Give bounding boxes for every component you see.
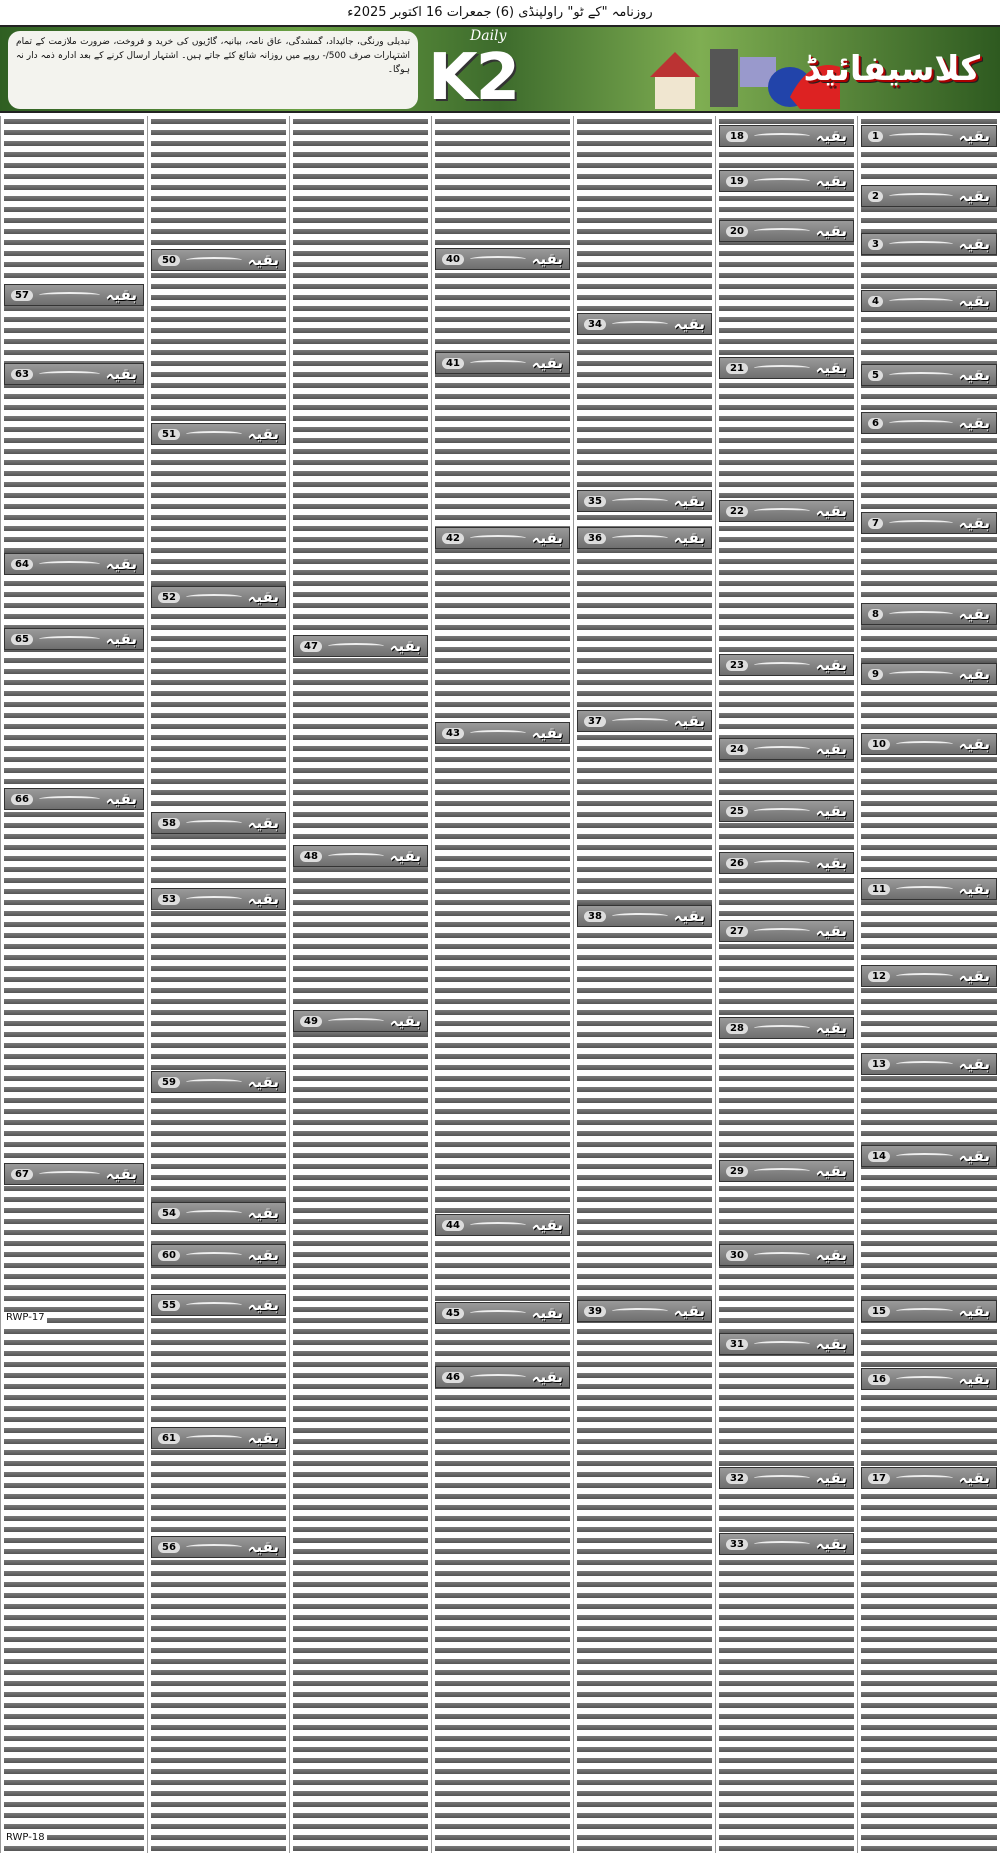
section-label: بقیہ: [958, 1469, 990, 1487]
continuation-header: [4, 553, 144, 575]
section-number: 34: [584, 319, 606, 330]
section-label: بقیہ: [247, 1429, 279, 1447]
daily-logo-text: Daily: [470, 28, 507, 44]
swoosh-icon: [889, 133, 953, 139]
newspaper-columns: [0, 116, 1000, 1853]
section-label: بقیہ: [815, 854, 847, 872]
section-label: بقیہ: [958, 967, 990, 985]
section-label: بقیہ: [958, 187, 990, 205]
section-label: بقیہ: [105, 286, 137, 304]
section-number: 65: [11, 634, 33, 645]
section-label: بقیہ: [531, 724, 563, 742]
section-label: بقیہ: [958, 735, 990, 753]
column: [0, 116, 147, 1853]
section-number: 28: [726, 1023, 748, 1034]
section-number: 27: [726, 926, 748, 937]
section-label: بقیہ: [815, 656, 847, 674]
continuation-header: [861, 512, 997, 534]
swoosh-icon: [186, 257, 242, 263]
continuation-header: [861, 1300, 997, 1322]
swoosh-icon: [754, 1025, 810, 1031]
swoosh-icon: [470, 1374, 526, 1380]
section-number: 56: [158, 1542, 180, 1553]
continuation-header: [861, 233, 997, 255]
section-number: 63: [11, 369, 33, 380]
section-label: بقیہ: [815, 127, 847, 145]
continuation-header: [861, 1053, 997, 1075]
continuation-header: [577, 313, 712, 335]
swoosh-icon: [186, 820, 242, 826]
swoosh-icon: [470, 730, 526, 736]
swoosh-icon: [754, 662, 810, 668]
section-number: 64: [11, 559, 33, 570]
swoosh-icon: [896, 741, 953, 747]
swoosh-icon: [612, 1308, 668, 1314]
column: [431, 116, 573, 1853]
section-label: بقیہ: [958, 414, 990, 432]
swoosh-icon: [612, 498, 668, 504]
section-number: 18: [726, 131, 748, 142]
continuation-header: [719, 357, 854, 379]
continuation-header: [861, 1467, 997, 1489]
swoosh-icon: [889, 372, 953, 378]
continuation-header: [719, 220, 854, 242]
continuation-header: [151, 1536, 286, 1558]
section-number: 23: [726, 660, 748, 671]
swoosh-icon: [754, 228, 810, 234]
swoosh-icon: [754, 178, 810, 184]
swoosh-icon: [754, 365, 810, 371]
continuation-header: [861, 1145, 997, 1167]
column: [715, 116, 857, 1853]
swoosh-icon: [896, 886, 953, 892]
section-label: بقیہ: [531, 354, 563, 372]
continuation-header: [151, 1071, 286, 1093]
section-label: بقیہ: [247, 890, 279, 908]
section-label: بقیہ: [105, 365, 137, 383]
column: [147, 116, 289, 1853]
continuation-header: [577, 1300, 712, 1322]
section-label: بقیہ: [673, 712, 705, 730]
section-label: بقیہ: [105, 790, 137, 808]
section-label: بقیہ: [105, 630, 137, 648]
section-number: 10: [868, 739, 890, 750]
continuation-header: [151, 1427, 286, 1449]
section-number: 7: [868, 518, 883, 529]
continuation-header: [577, 710, 712, 732]
section-label: بقیہ: [247, 425, 279, 443]
continuation-header: [861, 412, 997, 434]
section-label: بقیہ: [105, 555, 137, 573]
swoosh-icon: [896, 1153, 953, 1159]
swoosh-icon: [754, 808, 810, 814]
section-label: بقیہ: [531, 529, 563, 547]
continuation-header: [861, 663, 997, 685]
section-number: 33: [726, 1539, 748, 1550]
section-number: 36: [584, 533, 606, 544]
swoosh-icon: [186, 1435, 242, 1441]
swoosh-icon: [754, 1475, 810, 1481]
section-label: بقیہ: [958, 292, 990, 310]
continuation-header: [861, 965, 997, 987]
section-number: 55: [158, 1300, 180, 1311]
swoosh-icon: [612, 718, 668, 724]
continuation-header: [151, 1244, 286, 1266]
swoosh-icon: [186, 896, 242, 902]
continuation-header: [435, 1302, 570, 1324]
section-label: بقیہ: [815, 502, 847, 520]
section-number: 46: [442, 1372, 464, 1383]
section-label: بقیہ: [247, 1246, 279, 1264]
section-label: بقیہ: [531, 250, 563, 268]
section-label: بقیہ: [389, 847, 421, 865]
section-number: 25: [726, 806, 748, 817]
swoosh-icon: [39, 371, 100, 377]
continuation-header: [861, 290, 997, 312]
continuation-header: [435, 352, 570, 374]
section-label: بقیہ: [247, 1296, 279, 1314]
section-number: 48: [300, 851, 322, 862]
continuation-header: [4, 1163, 144, 1185]
banner-notice: تبدیلی ورنگی، جائیداد، گمشدگی، عاق نامہ، بیانیہ، گاڑیوں کی خرید و فروخت، ضرورت ملازمت کے تمام اشتہارات صرف 500/- روپے میں روزانہ شائع کئے جاتے ہیں۔ اشتہار ارسال کرنے کے بعد ادارہ ذمہ دار نہ ہوگا۔: [8, 31, 418, 109]
swoosh-icon: [889, 611, 953, 617]
continuation-header: [719, 852, 854, 874]
continuation-header: [151, 1202, 286, 1224]
swoosh-icon: [186, 431, 242, 437]
ad-code: RWP-18: [6, 1832, 45, 1843]
swoosh-icon: [186, 594, 242, 600]
section-label: بقیہ: [673, 1302, 705, 1320]
classified-banner: [0, 25, 1000, 113]
section-number: 16: [868, 1374, 890, 1385]
swoosh-icon: [186, 1252, 242, 1258]
section-label: بقیہ: [531, 1216, 563, 1234]
section-label: بقیہ: [958, 514, 990, 532]
continuation-header: [151, 1294, 286, 1316]
column: [857, 116, 1000, 1853]
section-number: 37: [584, 716, 606, 727]
section-label: بقیہ: [815, 359, 847, 377]
swoosh-icon: [889, 241, 953, 247]
swoosh-icon: [39, 561, 100, 567]
continuation-header: [861, 603, 997, 625]
section-number: 44: [442, 1220, 464, 1231]
swoosh-icon: [612, 321, 668, 327]
section-number: 13: [868, 1059, 890, 1070]
section-number: 4: [868, 296, 883, 307]
continuation-header: [151, 423, 286, 445]
swoosh-icon: [889, 193, 953, 199]
section-number: 3: [868, 239, 883, 250]
section-number: 57: [11, 290, 33, 301]
continuation-header: [577, 490, 712, 512]
swoosh-icon: [754, 508, 810, 514]
section-label: بقیہ: [958, 880, 990, 898]
section-number: 9: [868, 669, 883, 680]
section-label: بقیہ: [247, 1204, 279, 1222]
section-number: 2: [868, 191, 883, 202]
section-label: بقیہ: [815, 1246, 847, 1264]
continuation-header: [151, 812, 286, 834]
continuation-header: [719, 1017, 854, 1039]
dateline: روزنامہ "کے ٹو" راولپنڈی (6) جمعرات 16 اکتوبر 2025ء: [347, 5, 653, 20]
section-number: 30: [726, 1250, 748, 1261]
section-label: بقیہ: [958, 366, 990, 384]
section-number: 45: [442, 1308, 464, 1319]
section-label: بقیہ: [815, 922, 847, 940]
section-number: 42: [442, 533, 464, 544]
section-number: 21: [726, 363, 748, 374]
swoosh-icon: [39, 1171, 100, 1177]
continuation-header: [435, 527, 570, 549]
continuation-header: [719, 1533, 854, 1555]
continuation-header: [719, 920, 854, 942]
continuation-header: [719, 1467, 854, 1489]
section-number: 66: [11, 794, 33, 805]
section-number: 31: [726, 1339, 748, 1350]
continuation-header: [151, 888, 286, 910]
continuation-header: [293, 845, 428, 867]
section-label: بقیہ: [815, 1535, 847, 1553]
continuation-header: [861, 733, 997, 755]
ad-code: RWP-17: [6, 1312, 45, 1323]
section-number: 29: [726, 1166, 748, 1177]
section-number: 20: [726, 226, 748, 237]
continuation-header: [151, 586, 286, 608]
continuation-header: [293, 635, 428, 657]
continuation-header: [719, 800, 854, 822]
section-number: 8: [868, 609, 883, 620]
swoosh-icon: [754, 1541, 810, 1547]
section-label: بقیہ: [673, 907, 705, 925]
section-label: بقیہ: [815, 1469, 847, 1487]
section-label: بقیہ: [673, 315, 705, 333]
swoosh-icon: [896, 1475, 953, 1481]
section-label: بقیہ: [815, 172, 847, 190]
continuation-header: [719, 738, 854, 760]
swoosh-icon: [754, 1341, 810, 1347]
section-number: 14: [868, 1151, 890, 1162]
swoosh-icon: [39, 636, 100, 642]
continuation-header: [861, 878, 997, 900]
section-label: بقیہ: [531, 1368, 563, 1386]
swoosh-icon: [470, 256, 526, 262]
continuation-header: [719, 1244, 854, 1266]
section-label: بقیہ: [958, 1302, 990, 1320]
swoosh-icon: [889, 671, 953, 677]
swoosh-icon: [186, 1210, 242, 1216]
swoosh-icon: [186, 1079, 242, 1085]
swoosh-icon: [39, 292, 100, 298]
swoosh-icon: [470, 1222, 526, 1228]
swoosh-icon: [39, 796, 100, 802]
swoosh-icon: [328, 853, 384, 859]
section-number: 12: [868, 971, 890, 982]
continuation-header: [293, 1010, 428, 1032]
section-label: بقیہ: [105, 1165, 137, 1183]
swoosh-icon: [186, 1302, 242, 1308]
continuation-header: [4, 788, 144, 810]
continuation-header: [861, 364, 997, 386]
continuation-header: [861, 1368, 997, 1390]
section-number: 26: [726, 858, 748, 869]
continuation-header: [4, 628, 144, 650]
section-label: بقیہ: [958, 127, 990, 145]
swoosh-icon: [186, 1544, 242, 1550]
swoosh-icon: [470, 360, 526, 366]
section-label: بقیہ: [673, 492, 705, 510]
swoosh-icon: [754, 133, 810, 139]
swoosh-icon: [470, 1310, 526, 1316]
section-number: 11: [868, 884, 890, 895]
swoosh-icon: [896, 1376, 953, 1382]
continuation-header: [435, 1366, 570, 1388]
section-label: بقیہ: [815, 1019, 847, 1037]
continuation-header: [861, 125, 997, 147]
continuation-header: [4, 363, 144, 385]
section-label: بقیہ: [815, 1335, 847, 1353]
swoosh-icon: [754, 928, 810, 934]
section-label: بقیہ: [247, 1073, 279, 1091]
continuation-header: [861, 185, 997, 207]
swoosh-icon: [754, 1168, 810, 1174]
continuation-header: [577, 527, 712, 549]
section-label: بقیہ: [247, 588, 279, 606]
column: [573, 116, 715, 1853]
section-number: 22: [726, 506, 748, 517]
section-label: بقیہ: [958, 235, 990, 253]
column: [289, 116, 431, 1853]
swoosh-icon: [470, 535, 526, 541]
section-number: 53: [158, 894, 180, 905]
section-number: 58: [158, 818, 180, 829]
swoosh-icon: [896, 1061, 953, 1067]
section-number: 32: [726, 1473, 748, 1484]
section-label: بقیہ: [815, 740, 847, 758]
section-number: 54: [158, 1208, 180, 1219]
section-label: بقیہ: [958, 1147, 990, 1165]
section-number: 6: [868, 418, 883, 429]
continuation-header: [719, 500, 854, 522]
swoosh-icon: [612, 913, 668, 919]
section-number: 43: [442, 728, 464, 739]
section-label: بقیہ: [389, 637, 421, 655]
section-label: بقیہ: [531, 1304, 563, 1322]
section-label: بقیہ: [247, 814, 279, 832]
continuation-header: [719, 1160, 854, 1182]
continuation-header: [151, 249, 286, 271]
section-number: 24: [726, 744, 748, 755]
continuation-header: [435, 1214, 570, 1236]
section-label: بقیہ: [247, 251, 279, 269]
section-number: 60: [158, 1250, 180, 1261]
continuation-header: [4, 284, 144, 306]
section-label: بقیہ: [815, 222, 847, 240]
continuation-header: [719, 1333, 854, 1355]
swoosh-icon: [328, 643, 384, 649]
section-number: 47: [300, 641, 322, 652]
section-number: 5: [868, 370, 883, 381]
swoosh-icon: [889, 298, 953, 304]
continuation-header: [719, 654, 854, 676]
section-number: 17: [868, 1473, 890, 1484]
swoosh-icon: [612, 535, 668, 541]
swoosh-icon: [889, 420, 953, 426]
section-label: بقیہ: [958, 605, 990, 623]
swoosh-icon: [754, 746, 810, 752]
section-label: بقیہ: [815, 802, 847, 820]
swoosh-icon: [328, 1018, 384, 1024]
section-number: 19: [726, 176, 748, 187]
continuation-header: [719, 170, 854, 192]
section-number: 38: [584, 911, 606, 922]
section-number: 41: [442, 358, 464, 369]
k2-logo: K2: [428, 41, 519, 113]
banner-title: کلاسیفائیڈ: [803, 49, 980, 89]
section-number: 35: [584, 496, 606, 507]
continuation-header: [435, 248, 570, 270]
swoosh-icon: [896, 1308, 953, 1314]
section-label: بقیہ: [673, 529, 705, 547]
section-number: 52: [158, 592, 180, 603]
section-number: 67: [11, 1169, 33, 1180]
continuation-header: [577, 905, 712, 927]
swoosh-icon: [889, 520, 953, 526]
section-label: بقیہ: [389, 1012, 421, 1030]
section-number: 50: [158, 255, 180, 266]
section-number: 39: [584, 1306, 606, 1317]
section-number: 51: [158, 429, 180, 440]
section-label: بقیہ: [958, 665, 990, 683]
continuation-header: [435, 722, 570, 744]
section-label: بقیہ: [815, 1162, 847, 1180]
section-number: 49: [300, 1016, 322, 1027]
section-number: 40: [442, 254, 464, 265]
section-number: 61: [158, 1433, 180, 1444]
continuation-header: [719, 125, 854, 147]
section-label: بقیہ: [247, 1538, 279, 1556]
section-number: 59: [158, 1077, 180, 1088]
swoosh-icon: [754, 860, 810, 866]
section-number: 1: [868, 131, 883, 142]
section-label: بقیہ: [958, 1370, 990, 1388]
section-number: 15: [868, 1306, 890, 1317]
swoosh-icon: [896, 973, 953, 979]
swoosh-icon: [754, 1252, 810, 1258]
section-label: بقیہ: [958, 1055, 990, 1073]
